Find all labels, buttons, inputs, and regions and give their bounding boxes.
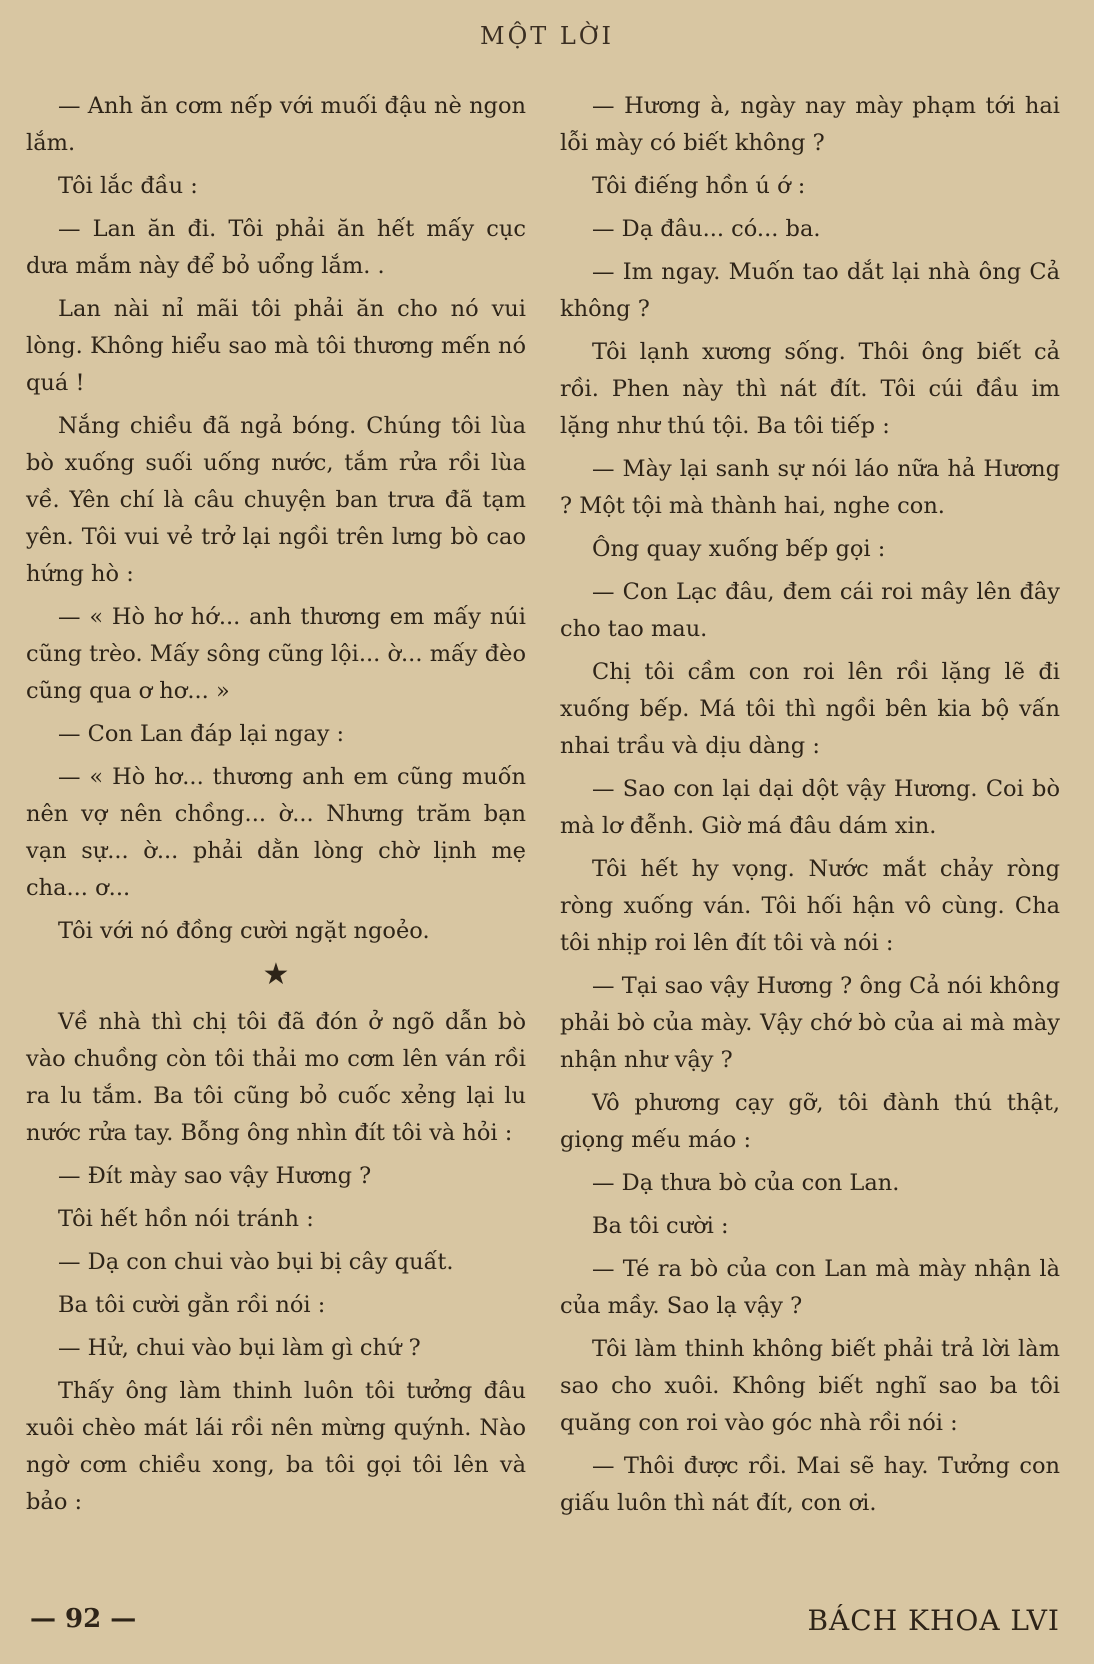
paragraph: — Con Lan đáp lại ngay : bbox=[58, 721, 345, 747]
paragraph: — Im ngay. Muốn tao dắt lại nhà ông Cả không ? bbox=[560, 259, 1060, 322]
paragraph: Chị tôi cầm con roi lên rồi lặng lẽ đi xuống bếp. Má tôi thì ngồi bên kia bộ vấn nhai trầu và dịu dàng : bbox=[560, 659, 1060, 759]
paragraph: Tôi lạnh xương sống. Thôi ông biết cả rồi. Phen này thì nát đít. Tôi cúi đầu im lặng như thú tội. Ba tôi tiếp : bbox=[560, 339, 1060, 439]
paragraph: Lan nài nỉ mãi tôi phải ăn cho nó vui lòng. Không hiểu sao mà tôi thương mến nó quá ! bbox=[26, 296, 526, 396]
paragraph: — Dạ thưa bò của con Lan. bbox=[592, 1170, 900, 1196]
paragraph: — Đít mày sao vậy Hương ? bbox=[58, 1163, 372, 1189]
paragraph: Ông quay xuống bếp gọi : bbox=[592, 536, 886, 562]
magazine-footer-title: BÁCH KHOA LVI bbox=[807, 1604, 1060, 1637]
section-break-star: ★ bbox=[262, 957, 290, 992]
paragraph: — Tại sao vậy Hương ? ông Cả nói không phải bò của mày. Vậy chớ bò của ai mà mày nhận như vậy ? bbox=[560, 973, 1060, 1073]
paragraph: Ba tôi cười gằn rồi nói : bbox=[58, 1292, 326, 1318]
paragraph: — « Hò hơ hớ... anh thương em mấy núi cũng trèo. Mấy sông cũng lội... ờ... mấy đèo cũng qua ơ hơ... » bbox=[26, 604, 526, 704]
paragraph: Tôi hết hồn nói tránh : bbox=[58, 1206, 314, 1232]
paragraph: Thấy ông làm thinh luôn tôi tưởng đâu xuôi chèo mát lái rồi nên mừng quýnh. Nào ngờ cơm chiều xong, ba tôi gọi tôi lên và bảo : bbox=[26, 1378, 526, 1515]
paragraph: — « Hò hơ... thương anh em cũng muốn nên vợ nên chồng... ờ... Nhưng trăm bạn vạn sự... ờ... phải dằn lòng chờ lịnh mẹ cha... ơ... bbox=[26, 764, 526, 901]
paragraph: — Thôi được rồi. Mai sẽ hay. Tưởng con giấu luôn thì nát đít, con ơi. bbox=[560, 1453, 1060, 1516]
paragraph: — Hử, chui vào bụi làm gì chứ ? bbox=[58, 1335, 421, 1361]
paragraph: — Dạ đâu... có... ba. bbox=[592, 216, 821, 242]
right-column bbox=[560, 88, 1060, 1528]
paragraph: — Con Lạc đâu, đem cái roi mây lên đây cho tao mau. bbox=[560, 579, 1060, 642]
paragraph: — Té ra bò của con Lan mà mày nhận là của mầy. Sao lạ vậy ? bbox=[560, 1256, 1060, 1319]
paragraph: — Anh ăn cơm nếp với muối đậu nè ngon lắm. bbox=[26, 93, 526, 156]
paragraph: — Dạ con chui vào bụi bị cây quất. bbox=[58, 1249, 454, 1275]
paragraph: Tôi điếng hồn ú ớ : bbox=[592, 173, 806, 199]
page-number: — 92 — bbox=[30, 1604, 137, 1634]
paragraph: Vô phương cạy gỡ, tôi đành thú thật, giọng mếu máo : bbox=[560, 1090, 1060, 1153]
paragraph: Nắng chiều đã ngả bóng. Chúng tôi lùa bò xuống suối uống nước, tắm rửa rồi lùa về. Yên chí là câu chuyện ban trưa đã tạm yên. Tôi vui vẻ trở lại ngồi trên lưng bò cao hứng hò : bbox=[26, 413, 526, 587]
paragraph: Tôi làm thinh không biết phải trả lời làm sao cho xuôi. Không biết nghĩ sao ba tôi quăng con roi vào góc nhà rồi nói : bbox=[560, 1336, 1060, 1436]
paragraph: Tôi lắc đầu : bbox=[58, 173, 198, 199]
page-header-title: MỘT LỜI bbox=[480, 22, 614, 50]
left-column bbox=[26, 88, 526, 1527]
paragraph: — Hương à, ngày nay mày phạm tới hai lỗi mày có biết không ? bbox=[560, 93, 1060, 156]
paragraph: — Lan ăn đi. Tôi phải ăn hết mấy cục dưa mắm này để bỏ uổng lắm. . bbox=[26, 216, 526, 279]
paragraph: Ba tôi cười : bbox=[592, 1213, 729, 1239]
paragraph: Về nhà thì chị tôi đã đón ở ngõ dẫn bò vào chuồng còn tôi thải mo cơm lên ván rồi ra lu tắm. Ba tôi cũng bỏ cuốc xẻng lại lu nước rửa tay. Bỗng ông nhìn đít tôi và hỏi : bbox=[26, 1009, 526, 1146]
paragraph: Tôi hết hy vọng. Nước mắt chảy ròng ròng xuống ván. Tôi hối hận vô cùng. Cha tôi nhịp roi lên đít tôi và nói : bbox=[560, 856, 1060, 956]
paragraph: — Sao con lại dại dột vậy Hương. Coi bò mà lơ đễnh. Giờ má đâu dám xin. bbox=[560, 776, 1060, 839]
paragraph: Tôi với nó đồng cười ngặt ngoẻo. bbox=[58, 918, 430, 944]
paragraph: — Mày lại sanh sự nói láo nữa hả Hương ? Một tội mà thành hai, nghe con. bbox=[560, 456, 1060, 519]
